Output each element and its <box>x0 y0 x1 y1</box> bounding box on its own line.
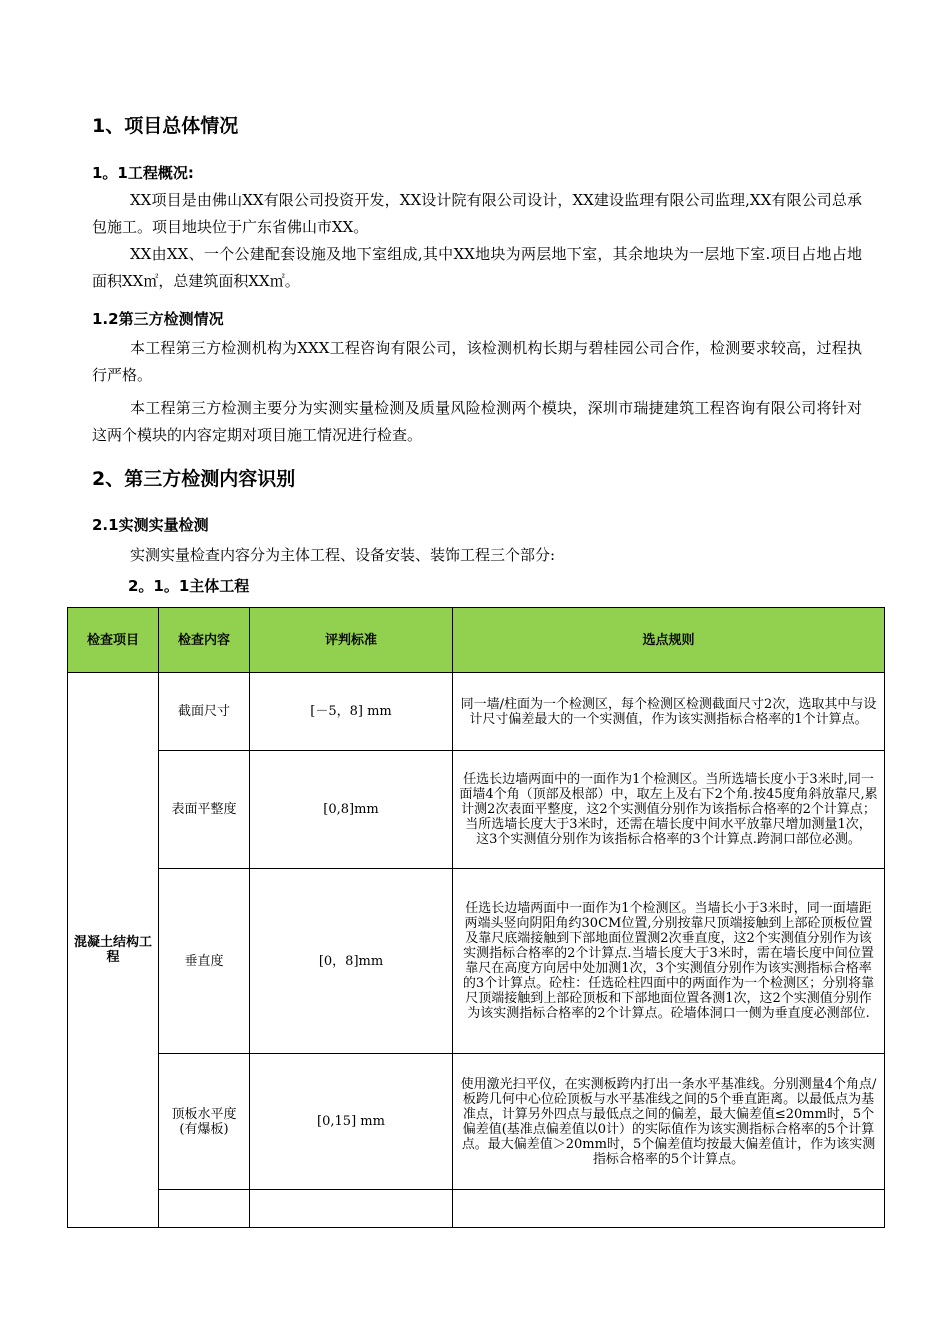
section-1-2-paragraph-1: 本工程第三方检测机构为XXX工程咨询有限公司，该检测机构长期与碧桂园公司合作，检测要求较高，过程执行严格。 <box>92 339 862 384</box>
group-cell: 混凝土结构工程 <box>68 673 159 1228</box>
header-rule: 选点规则 <box>453 608 885 673</box>
section-1-heading: 1、项目总体情况 <box>92 115 239 137</box>
header-item: 检查项目 <box>68 608 159 673</box>
table-row <box>68 673 885 751</box>
table-row <box>68 751 885 869</box>
rule-cell: 同一墙/柱面为一个检测区，每个检测区检测截面尺寸2次，选取其中与设计尺寸偏差最大的一个实测值，作为该实测指标合格率的1个计算点。 <box>453 673 885 751</box>
rule-cell: 任选长边墙两面中的一面作为1个检测区。当所选墙长度小于3米时,同一面墙4个角（顶部及根部）中，取左上及右下2个角.按45度角斜放靠尺,累计测2次表面平整度，这2个实测值分别作为该指标合格率的2个计算点；当所选墙长度大于3米时，还需在墙长度中间水平放靠尺增加测量1次，这3个实测值分别作为该指标合格率的3个计算点.跨洞口部位必测。 <box>453 751 885 869</box>
rule-cell: 使用激光扫平仪，在实测板跨内打出一条水平基准线。分别测量4个角点/板跨几何中心位砼顶板与水平基准线之间的5个垂直距离。以最低点为基准点，计算另外四点与最低点之间的偏差，最大偏差值≤20mm时，5个偏差值(基准点偏差值以0计）的实际值作为该实测指标合格率的5个计算点。最大偏差值＞20mm时，5个偏差值均按最大偏差值计，作为该实测指标合格率的5个计算点。 <box>453 1054 885 1190</box>
rule-cell <box>453 1190 885 1228</box>
section-1-2-heading: 1.2第三方检测情况 <box>92 310 224 328</box>
rule-cell: 任选长边墙两面中一面作为1个检测区。当墙长小于3米时，同一面墙距两端头竖向阴阳角约30CM位置,分别按靠尺顶端接触到上部砼顶板位置及靠尺底端接触到下部地面位置测2次垂直度，这2个实测值分别作为该实测指标合格率的2个计算点.当墙长度大于3米时，需在墙长度中间位置靠尺在高度方向居中处加测1次，3个实测值分别作为该实测指标合格率的3个计算点。砼柱：任选砼柱四面中的两面作为一个检测区；分别将靠尺顶端接触到上部砼顶板和下部地面位置各测1次，这2个实测值分别作为该实测指标合格率的2个计算点。砼墙体洞口一侧为垂直度必测部位. <box>453 869 885 1054</box>
section-1-1-paragraph-2: XX由XX、一个公建配套设施及地下室组成,其中XX地块为两层地下室，其余地块为一层地下室.项目占地占地面积XX㎡，总建筑面积XX㎡。 <box>92 245 862 290</box>
section-2-1-1-heading: 2。1。1主体工程 <box>128 577 250 595</box>
table-row <box>68 1054 885 1190</box>
content-cell: 顶板水平度(有爆板) <box>159 1054 250 1190</box>
content-cell: 垂直度 <box>159 869 250 1054</box>
table-header-row <box>68 608 885 673</box>
standard-cell <box>250 1190 453 1228</box>
standard-cell: [0，8]mm <box>250 869 453 1054</box>
section-1-1-paragraph-1: XX项目是由佛山XX有限公司投资开发，XX设计院有限公司设计，XX建设监理有限公司监理,XX有限公司总承包施工。项目地块位于广东省佛山市XX。 <box>92 191 862 236</box>
content-cell: 表面平整度 <box>159 751 250 869</box>
standard-cell: [－5，8] mm <box>250 673 453 751</box>
table-row <box>68 1190 885 1228</box>
content-cell <box>159 1190 250 1228</box>
header-standard: 评判标准 <box>250 608 453 673</box>
section-2-1-paragraph: 实测实量检查内容分为主体工程、设备安装、装饰工程三个部分: <box>130 546 556 564</box>
inspection-table <box>67 607 885 1228</box>
standard-cell: [0,8]mm <box>250 751 453 869</box>
section-1-1-heading: 1。1工程概况: <box>92 164 194 182</box>
content-cell: 截面尺寸 <box>159 673 250 751</box>
section-2-heading: 2、第三方检测内容识别 <box>92 468 296 490</box>
header-content: 检查内容 <box>159 608 250 673</box>
standard-cell: [0,15] mm <box>250 1054 453 1190</box>
section-2-1-heading: 2.1实测实量检测 <box>92 516 209 534</box>
table-row <box>68 869 885 1054</box>
section-1-2-paragraph-2: 本工程第三方检测主要分为实测实量检测及质量风险检测两个模块，深圳市瑞捷建筑工程咨询有限公司将针对这两个模块的内容定期对项目施工情况进行检查。 <box>92 399 862 444</box>
